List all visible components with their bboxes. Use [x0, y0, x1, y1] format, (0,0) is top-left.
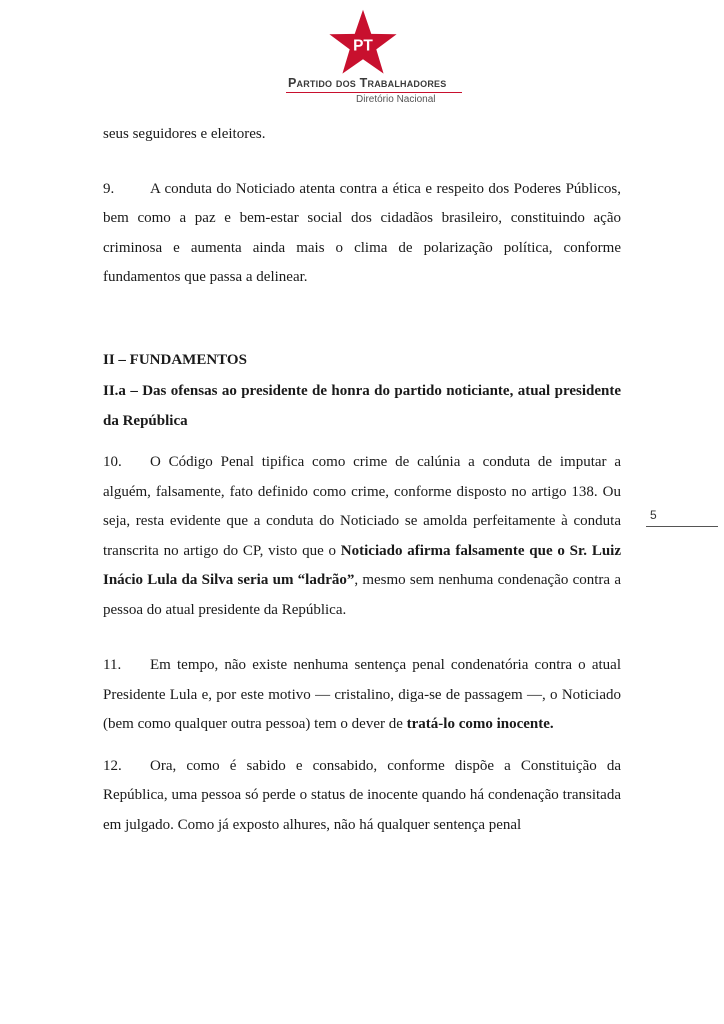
pt-star-logo [328, 8, 398, 76]
paragraph-9 [103, 175, 621, 293]
paragraph-text: O Código Penal tipifica como crime de calúnia a conduta de imputar a alguém, falsamente, fato definido como crime, conforme disposto no artigo 138. Ou seja, resta evidente que a conduta do Noticiado se amolda perfeitamente à conduta transcrita no artigo do CP, visto que o [103, 454, 621, 559]
paragraph-bold-text: tratá-lo como inocente. [406, 716, 554, 732]
subsection-heading-text: II.a – Das ofensas ao presidente de honra do partido noticiante, atual presidente da República [103, 383, 621, 429]
paragraph-10 [103, 448, 621, 625]
page-number: 5 [650, 508, 657, 522]
paragraph-text-end: , mesmo sem nenhuma condenação contra a pessoa do atual presidente da República. [103, 572, 621, 618]
logo-text: PT [353, 37, 373, 55]
paragraph-text: A conduta do Noticiado atenta contra a ética e respeito dos Poderes Públicos, bem como a paz e bem-estar social dos cidadãos brasileiro, constituindo ação criminosa e aumenta ainda mais o clima de polarização política, conforme fundamentos que passa a delinear. [103, 180, 621, 285]
paragraph-number: 10. [103, 454, 122, 470]
page-header [0, 0, 724, 110]
paragraph-number: 12. [103, 757, 122, 774]
page-number-rule [646, 526, 718, 527]
document-body [103, 120, 621, 840]
section-heading [103, 346, 621, 376]
paragraph-bold-text: Noticiado afirma falsamente que o Sr. Luiz Inácio Lula da Silva seria um “ladrão” [103, 542, 621, 588]
brand-underline [286, 92, 462, 93]
paragraph-number: 9. [103, 180, 115, 197]
subsection-heading [103, 377, 621, 436]
paragraph-number: 11. [103, 657, 122, 673]
paragraph-11 [103, 651, 621, 740]
section-heading-text: II – FUNDAMENTOS [103, 351, 247, 368]
paragraph-text: Em tempo, não existe nenhuma sentença penal condenatória contra o atual Presidente Lula e, por este motivo — cristalino, diga-se de passagem —, o Noticiado (bem como qualquer outra pessoa) tem o dever de [103, 657, 621, 732]
paragraph-12 [103, 752, 621, 841]
paragraph-intro [103, 120, 621, 150]
brand-subtitle: Diretório Nacional [356, 94, 436, 105]
paragraph-text: Ora, como é sabido e consabido, conforme dispõe a Constituição da República, uma pessoa só perde o status de inocente quando há condenação transitada em julgado. Como já exposto alhures, não há qualquer sentença penal [103, 757, 621, 833]
paragraph-text: seus seguidores e eleitores. [103, 126, 266, 142]
brand-name: Partido dos Trabalhadores [288, 76, 447, 90]
